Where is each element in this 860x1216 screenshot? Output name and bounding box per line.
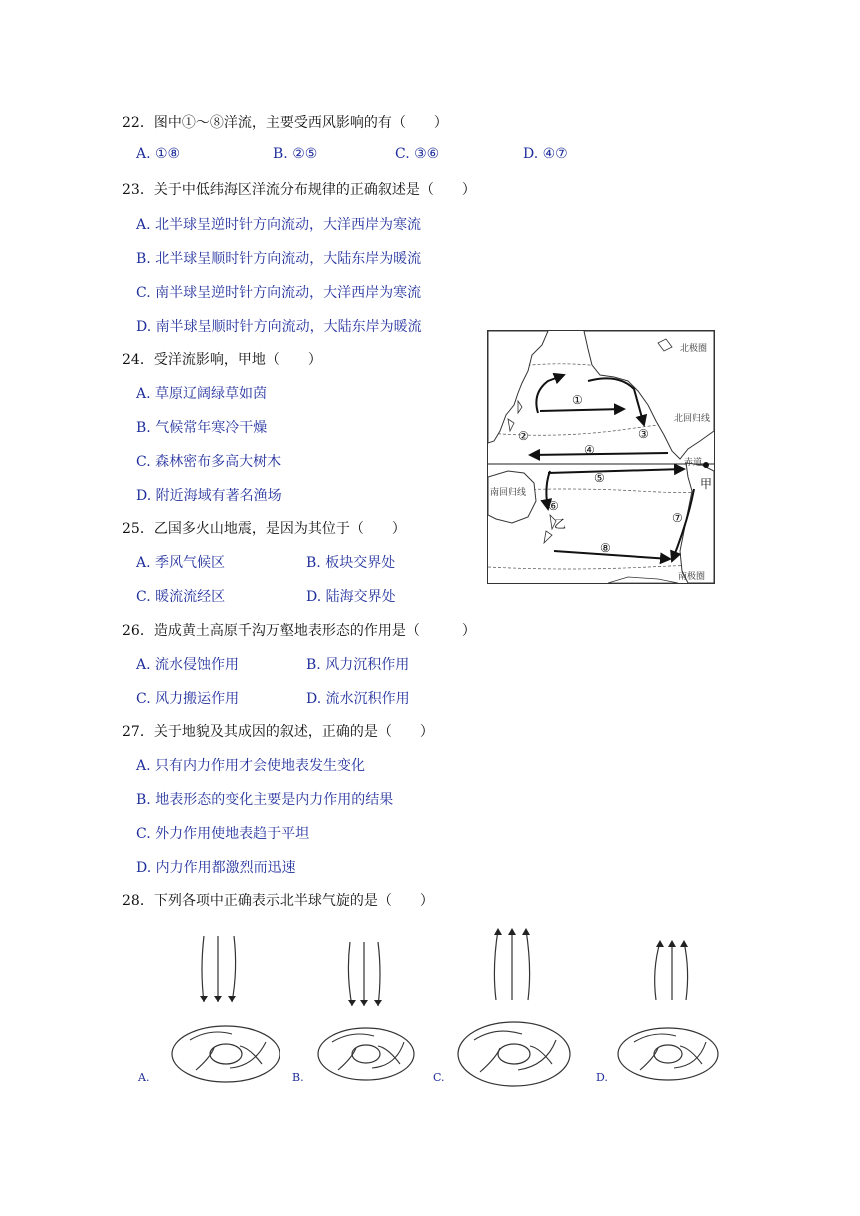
yi-label: 乙	[554, 517, 567, 531]
antarctic-circle-label: 南极圈	[678, 572, 706, 582]
question-25-stem: 25．乙国多火山地震，是因为其位于（ ）	[122, 521, 406, 537]
q25-option-a[interactable]: A. 季风气候区	[136, 555, 226, 571]
q25-option-b[interactable]: B. 板块交界处	[306, 555, 396, 571]
q23-option-a[interactable]: A. 北半球呈逆时针方向流动，大洋西岸为寒流	[136, 217, 422, 233]
cyclone-a-drawing	[170, 930, 280, 1090]
q22-option-c[interactable]: C. ③⑥	[395, 146, 440, 162]
q27-option-c[interactable]: C. 外力作用使地表趋于平坦	[136, 826, 310, 842]
question-26-stem: 26．造成黄土高原千沟万壑地表形态的作用是（ ）	[122, 623, 476, 639]
cyclone-figure-a[interactable]	[170, 930, 280, 1090]
q27-option-a[interactable]: A. 只有内力作用才会使地表发生变化	[136, 758, 366, 774]
q24-option-c[interactable]: C. 森林密布多高大树木	[136, 454, 282, 470]
current-1-label: ①	[572, 393, 583, 407]
tropic-south-label: 南回归线	[490, 488, 527, 498]
q24-option-d[interactable]: D. 附近海域有著名渔场	[136, 488, 282, 504]
jia-label: 甲	[700, 477, 713, 491]
question-23-stem: 23．关于中低纬海区洋流分布规律的正确叙述是（ ）	[122, 182, 476, 198]
question-24-stem: 24．受洋流影响，甲地（ ）	[122, 352, 322, 368]
current-5-label: ⑤	[594, 471, 605, 485]
q23-option-d[interactable]: D. 南半球呈顺时针方向流动，大陆东岸为暖流	[136, 319, 422, 335]
q23-option-c[interactable]: C. 南半球呈逆时针方向流动，大洋西岸为寒流	[136, 285, 422, 301]
equator-label: 赤道	[684, 458, 703, 468]
q22-option-d[interactable]: D. ④⑦	[523, 146, 568, 162]
current-3-label: ③	[638, 427, 649, 441]
q22-option-b[interactable]: B. ②⑤	[273, 146, 318, 162]
q27-option-b[interactable]: B. 地表形态的变化主要是内力作用的结果	[136, 792, 394, 808]
current-7-label: ⑦	[672, 511, 683, 525]
q26-option-b[interactable]: B. 风力沉积作用	[306, 657, 410, 673]
q26-option-d[interactable]: D. 流水沉积作用	[306, 691, 410, 707]
cyclone-figure-d[interactable]	[616, 930, 722, 1090]
cyclone-b-label: B.	[292, 1071, 304, 1084]
q24-option-b[interactable]: B. 气候常年寒冷干燥	[136, 420, 268, 436]
q22-option-a[interactable]: A. ①⑧	[136, 146, 181, 162]
current-4-label: ④	[584, 443, 595, 457]
q23-option-b[interactable]: B. 北半球呈顺时针方向流动，大陆东岸为暖流	[136, 251, 422, 267]
cyclone-c-label: C.	[433, 1071, 445, 1084]
question-27-stem: 27．关于地貌及其成因的叙述，正确的是（ ）	[122, 724, 434, 740]
cyclone-figure-c[interactable]	[456, 924, 576, 1090]
q25-option-c[interactable]: C. 暖流流经区	[136, 589, 226, 605]
cyclone-figure-b[interactable]	[316, 930, 416, 1090]
cyclone-b-drawing	[316, 930, 416, 1090]
q25-option-d[interactable]: D. 陆海交界处	[306, 589, 396, 605]
q26-option-c[interactable]: C. 风力搬运作用	[136, 691, 240, 707]
arctic-circle-label: 北极圈	[680, 344, 708, 354]
q27-option-d[interactable]: D. 内力作用都激烈而迅速	[136, 860, 296, 876]
tropic-north-label: 北回归线	[674, 414, 711, 424]
cyclone-d-label: D.	[596, 1071, 608, 1084]
question-22-stem: 22．图中①～⑧洋流，主要受西风影响的有（ ）	[122, 115, 448, 131]
current-2-label: ②	[518, 429, 529, 443]
q26-option-a[interactable]: A. 流水侵蚀作用	[136, 657, 240, 673]
current-6-label: ⑥	[548, 499, 559, 513]
ocean-currents-map	[487, 330, 715, 584]
cyclone-c-drawing	[456, 924, 576, 1090]
q24-option-a[interactable]: A. 草原辽阔绿草如茵	[136, 386, 268, 402]
current-8-label: ⑧	[600, 541, 611, 555]
question-28-stem: 28．下列各项中正确表示北半球气旋的是（ ）	[122, 893, 434, 909]
cyclone-a-label: A.	[138, 1071, 150, 1084]
cyclone-d-drawing	[616, 930, 722, 1090]
